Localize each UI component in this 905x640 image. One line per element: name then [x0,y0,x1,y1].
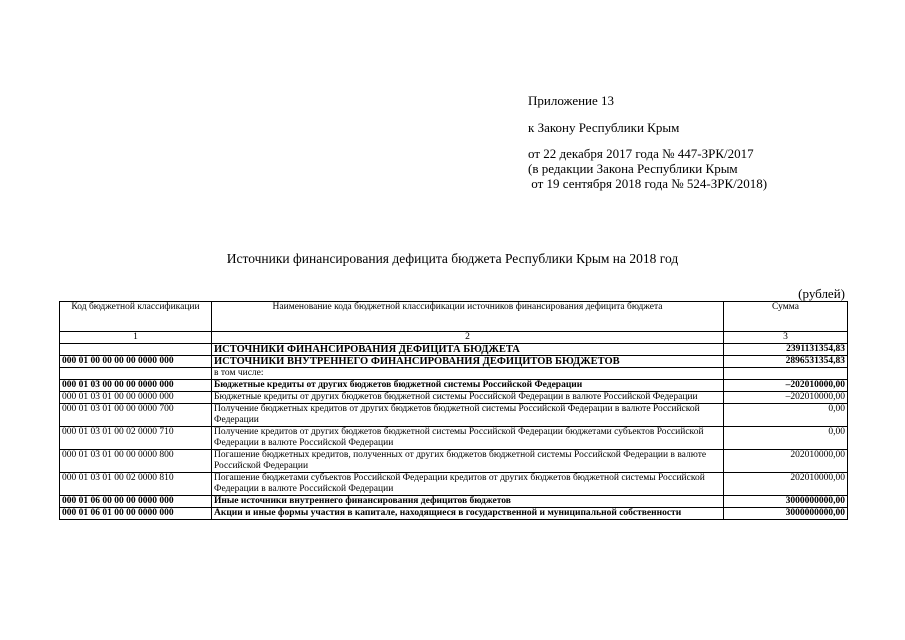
appendix-revision-date: от 19 сентября 2018 года № 524-ЗРК/2018) [528,176,768,191]
table-row [60,380,848,392]
table-row [60,496,848,508]
row-amount: 3000000000,00 [724,496,848,508]
column-number: 2 [212,332,724,344]
table-row [60,392,848,404]
row-amount: 202010000,00 [724,473,848,496]
row-amount [724,368,848,380]
units-label: (рублей) [798,286,845,301]
row-code: 000 01 03 01 00 00 0000 000 [60,392,212,404]
header-name: Наименование кода бюджетной классификации источников финансирования дефицита бюджета [212,302,724,332]
row-amount: 2896531354,83 [724,356,848,368]
row-code: 000 01 03 01 00 00 0000 800 [60,450,212,473]
table-row [60,404,848,427]
table-row [60,427,848,450]
table-row [60,368,848,380]
row-name: в том числе: [212,368,724,380]
row-name: ИСТОЧНИКИ ВНУТРЕННЕГО ФИНАНСИРОВАНИЯ ДЕФИЦИТОВ БЮДЖЕТОВ [212,356,724,368]
row-name: Получение кредитов от других бюджетов бюджетной системы Российской Федерации бюджетами субъектов Российской Федерации в валюте Российской Федерации [212,427,724,450]
row-name: Получение бюджетных кредитов от других бюджетов бюджетной системы Российской Федерации в валюте Российской Федерации [212,404,724,427]
row-code: 000 01 03 01 00 02 0000 810 [60,473,212,496]
row-code: 000 01 06 00 00 00 0000 000 [60,496,212,508]
appendix-revision-note: (в редакции Закона Республики Крым [528,161,738,176]
column-number: 3 [724,332,848,344]
row-code: 000 01 06 01 00 00 0000 000 [60,508,212,520]
page-title: Источники финансирования дефицита бюджета Республики Крым на 2018 год [226,251,679,266]
table-row [60,508,848,520]
appendix-law-reference: к Закону Республики Крым [528,120,680,135]
appendix-number: Приложение 13 [528,93,615,108]
appendix-law-date: от 22 декабря 2017 года № 447-ЗРК/2017 [528,146,754,161]
row-code [60,344,212,356]
row-name: Погашение бюджетных кредитов, полученных от других бюджетов бюджетной системы Российской Федерации в валюте Российской Федерации [212,450,724,473]
table-row [60,473,848,496]
table-row [60,356,848,368]
row-amount: 202010000,00 [724,450,848,473]
table-row [60,344,848,356]
row-amount: –202010000,00 [724,380,848,392]
column-number-row [60,332,848,344]
table-header-row [60,302,848,332]
row-amount: 3000000000,00 [724,508,848,520]
header-code: Код бюджетной классификации [60,302,212,332]
row-code: 000 01 03 01 00 02 0000 710 [60,427,212,450]
budget-sources-table [59,301,848,520]
row-name: Акции и иные формы участия в капитале, находящиеся в государственной и муниципальной собственности [212,508,724,520]
row-amount: –202010000,00 [724,392,848,404]
row-name: Иные источники внутреннего финансирования дефицитов бюджетов [212,496,724,508]
row-code: 000 01 03 01 00 00 0000 700 [60,404,212,427]
row-amount: 0,00 [724,427,848,450]
row-name: Бюджетные кредиты от других бюджетов бюджетной системы Российской Федерации в валюте Российской Федерации [212,392,724,404]
row-name: Бюджетные кредиты от других бюджетов бюджетной системы Российской Федерации [212,380,724,392]
row-name: Погашение бюджетами субъектов Российской Федерации кредитов от других бюджетов бюджетной системы Российской Федерации в валюте Российской Федерации [212,473,724,496]
row-amount: 0,00 [724,404,848,427]
appendix-block [528,93,767,191]
header-amount: Сумма [724,302,848,332]
column-number: 1 [60,332,212,344]
row-code: 000 01 00 00 00 00 0000 000 [60,356,212,368]
row-code: 000 01 03 00 00 00 0000 000 [60,380,212,392]
row-name: ИСТОЧНИКИ ФИНАНСИРОВАНИЯ ДЕФИЦИТА БЮДЖЕТА [212,344,724,356]
row-code [60,368,212,380]
table-row [60,450,848,473]
row-amount: 2391131354,83 [724,344,848,356]
